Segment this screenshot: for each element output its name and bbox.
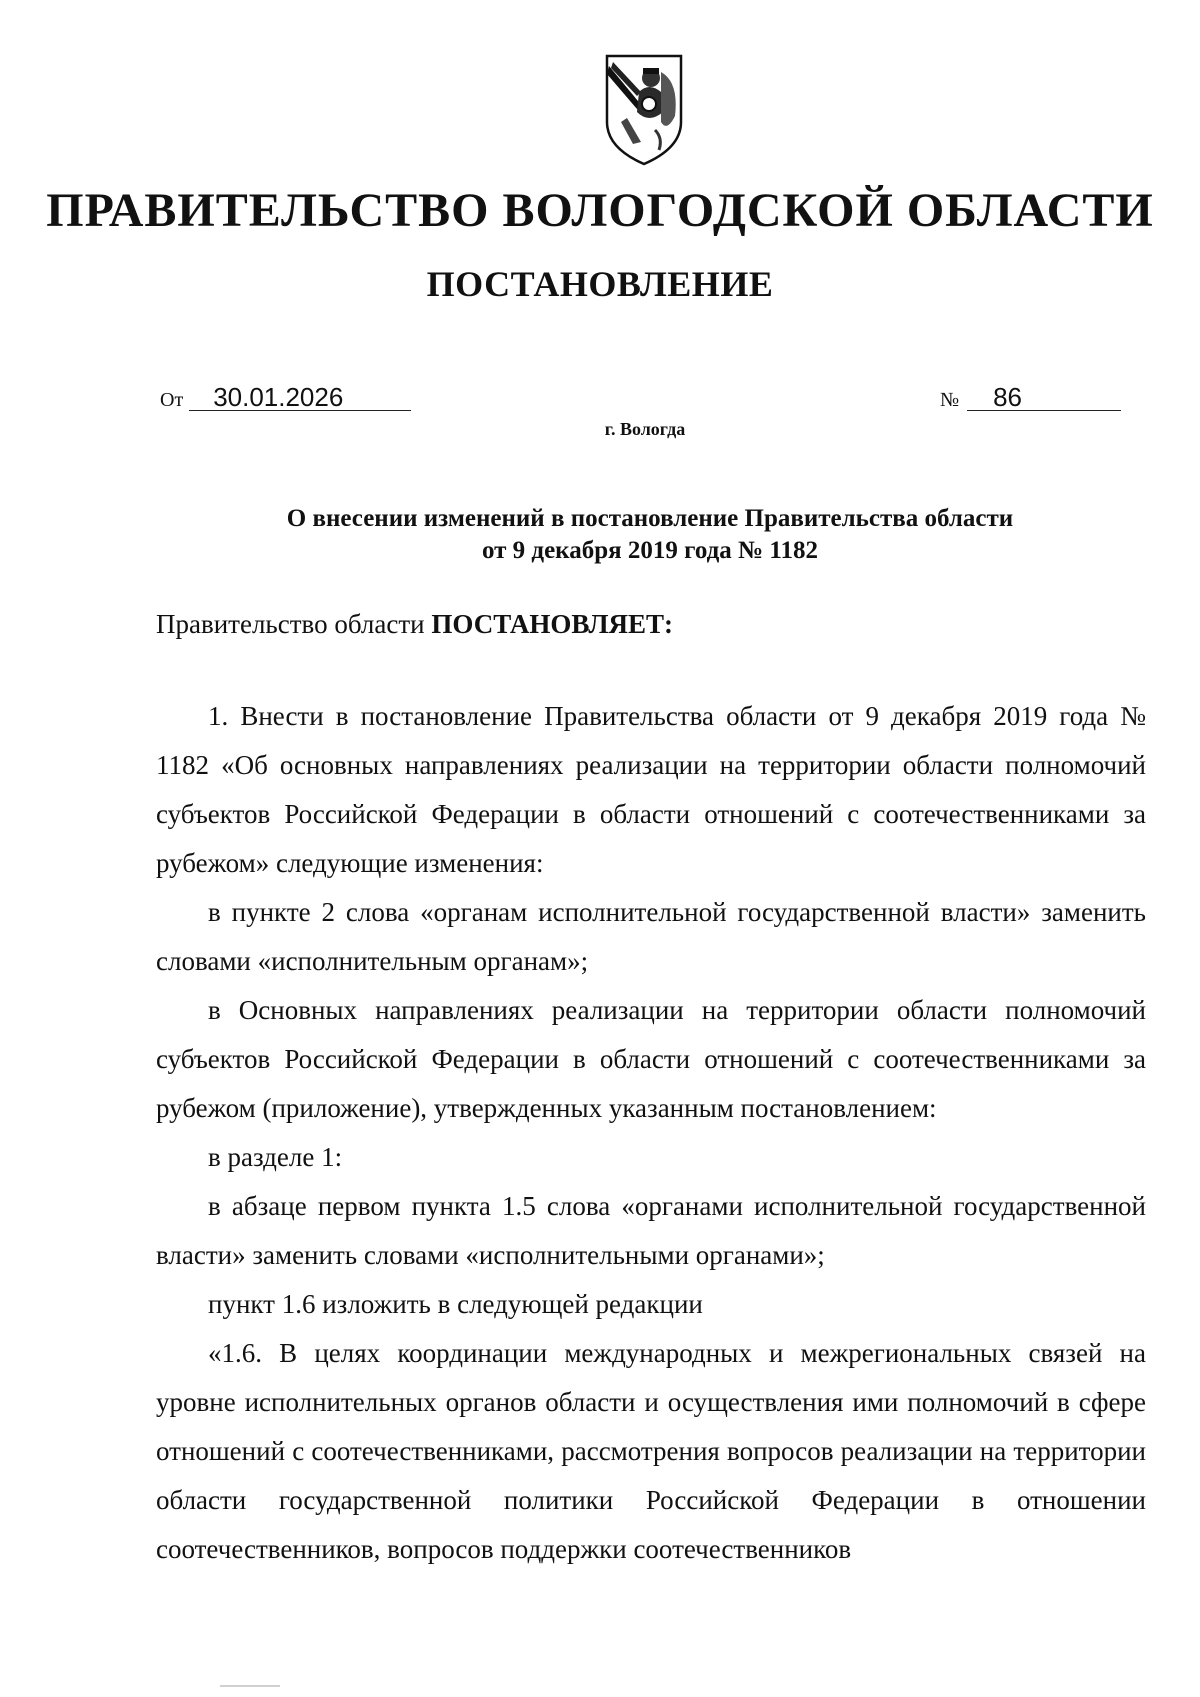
preamble bbox=[156, 609, 673, 640]
paragraph: 1. Внести в постановление Правительства области от 9 декабря 2019 года № 1182 «Об основных направлениях реализации на территории области полномочий субъектов Российской Федерации в области отношений с соотечественниками за рубежом» следующие изменения: bbox=[156, 701, 1146, 878]
paragraph: пункт 1.6 изложить в следующей редакции bbox=[208, 1289, 703, 1319]
date-field bbox=[160, 384, 411, 412]
subject-line-2: от 9 декабря 2019 года № 1182 bbox=[481, 537, 819, 564]
document-date: 30.01.2026 bbox=[189, 384, 411, 411]
preamble-decree-word: ПОСТАНОВЛЯЕТ: bbox=[431, 609, 673, 639]
document-subject bbox=[150, 503, 1150, 567]
paragraph: «1.6. В целях координации международных и межрегиональных связей на уровне исполнительных органов области и осуществления ими полномочий в сфере отношений с соотечественниками, рассмотрения вопросов реализации на территории области государственной политики Российской Федерации в отношении соотечественников, вопросов поддержки соотечественников bbox=[156, 1338, 1146, 1564]
document-type: ПОСТАНОВЛЕНИЕ bbox=[426, 264, 774, 304]
paragraph: в абзаце первом пункта 1.5 слова «органами исполнительной государственной власти» заменить словами «исполнительными органами»; bbox=[156, 1191, 1146, 1270]
preamble-text: Правительство области bbox=[156, 609, 432, 639]
coat-of-arms-icon bbox=[601, 52, 687, 168]
paragraph: в разделе 1: bbox=[208, 1142, 343, 1172]
subject-line-1: О внесении изменений в постановление Правительства области bbox=[286, 505, 1014, 532]
number-prefix: № bbox=[940, 389, 960, 411]
paragraph: в Основных направлениях реализации на территории области полномочий субъектов Российской Федерации в области отношений с соотечественниками за рубежом (приложение), утвержденных указанным постановлением: bbox=[156, 995, 1146, 1123]
number-field bbox=[940, 384, 1121, 412]
organization-title: ПРАВИТЕЛЬСТВО ВОЛОГОДСКОЙ ОБЛАСТИ bbox=[46, 184, 1154, 237]
document-body bbox=[156, 692, 1146, 1574]
date-prefix: От bbox=[160, 389, 184, 411]
document-number: 86 bbox=[967, 384, 1121, 411]
city-label: г. Вологда bbox=[604, 419, 686, 439]
scan-artifact bbox=[220, 1685, 280, 1687]
paragraph: в пункте 2 слова «органам исполнительной государственной власти» заменить словами «исполнительным органам»; bbox=[156, 897, 1146, 976]
